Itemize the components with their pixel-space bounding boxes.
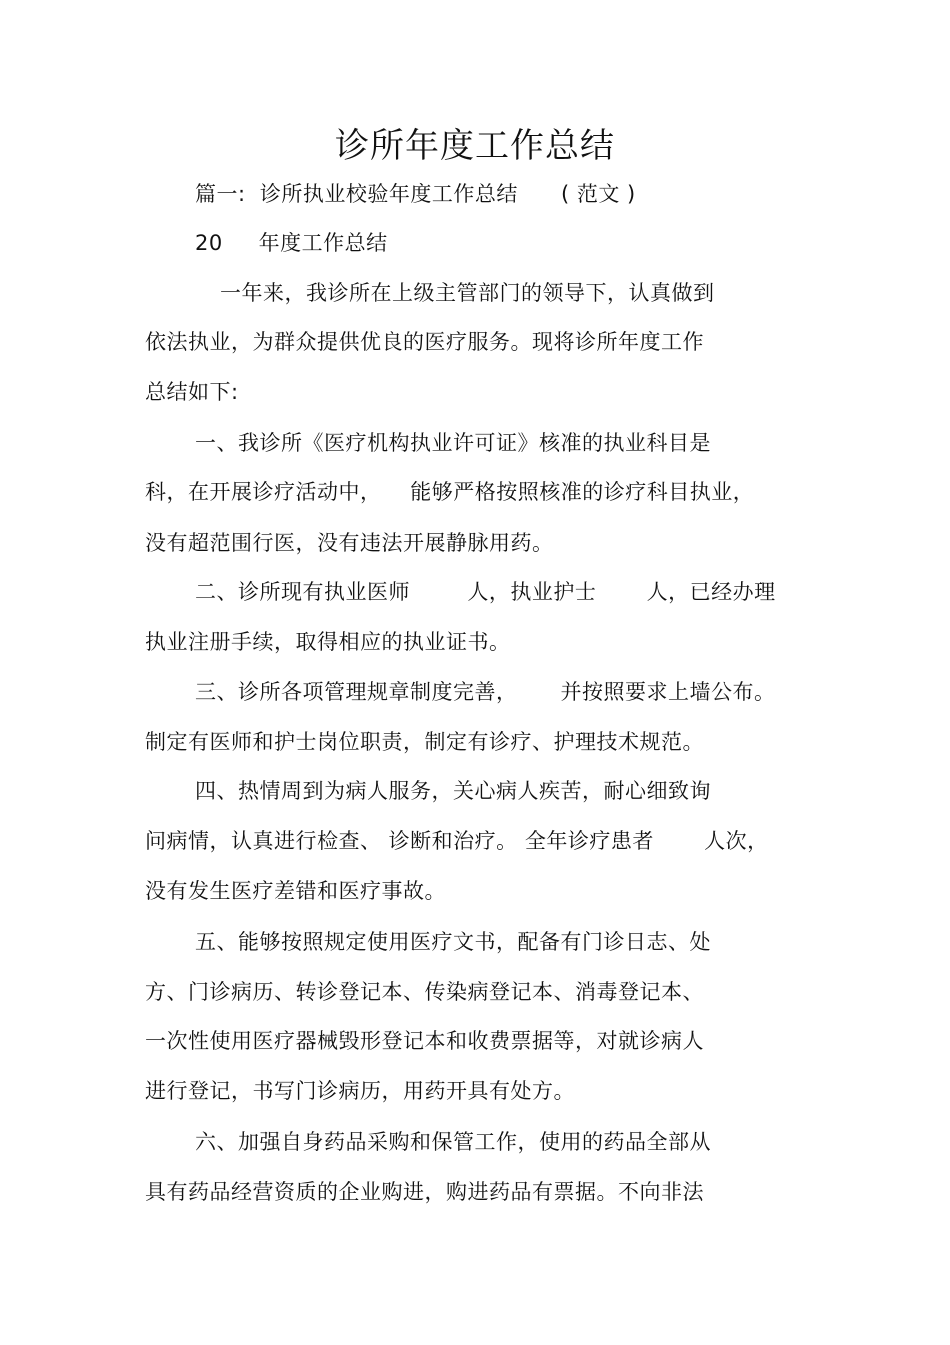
section-1-line-2: 科，在开展诊疗活动中， 能够严格按照核准的诊疗科目执业， [145, 480, 755, 504]
section-2-line-2: 执业注册手续，取得相应的执业证书。 [145, 630, 511, 654]
section-6-line-1: 六、加强自身药品采购和保管工作，使用的药品全部从 [195, 1130, 711, 1154]
section-1-line-3: 没有超范围行医，没有违法开展静脉用药。 [145, 531, 554, 555]
year-heading: 20 年度工作总结 [195, 231, 388, 255]
section-5-line-2: 方、门诊病历、转诊登记本、传染病登记本、消毒登记本、 [145, 980, 704, 1004]
section-4-line-3: 没有发生医疗差错和医疗事故。 [145, 879, 446, 903]
section-4-line-1: 四、热情周到为病人服务，关心病人疾苦，耐心细致询 [195, 779, 711, 803]
section-3-line-1: 三、诊所各项管理规章制度完善， 并按照要求上墙公布。 [195, 680, 776, 704]
intro-line-1: 一年来，我诊所在上级主管部门的领导下，认真做到 [220, 281, 715, 305]
section-5-line-3: 一次性使用医疗器械毁形登记本和收费票据等，对就诊病人 [145, 1029, 704, 1053]
intro-line-2: 依法执业，为群众提供优良的医疗服务。现将诊所年度工作 [145, 330, 704, 354]
intro-line-3: 总结如下: [145, 380, 239, 404]
document-subtitle: 篇一: 诊所执业校验年度工作总结 ( 范文 ) [195, 182, 636, 206]
section-5-line-4: 进行登记，书写门诊病历，用药开具有处方。 [145, 1079, 575, 1103]
section-3-line-2: 制定有医师和护士岗位职责，制定有诊疗、护理技术规范。 [145, 730, 704, 754]
section-5-line-1: 五、能够按照规定使用医疗文书，配备有门诊日志、处 [195, 930, 711, 954]
section-6-line-2: 具有药品经营资质的企业购进，购进药品有票据。不向非法 [145, 1180, 704, 1204]
document-title: 诊所年度工作总结 [335, 126, 615, 166]
section-1-line-1: 一、我诊所《医疗机构执业许可证》核准的执业科目是 [195, 431, 711, 455]
section-4-line-2: 问病情，认真进行检查、 诊断和治疗。 全年诊疗患者 人次， [145, 829, 769, 853]
section-2-line-1: 二、诊所现有执业医师 人，执业护士 人，已经办理 [195, 580, 776, 604]
